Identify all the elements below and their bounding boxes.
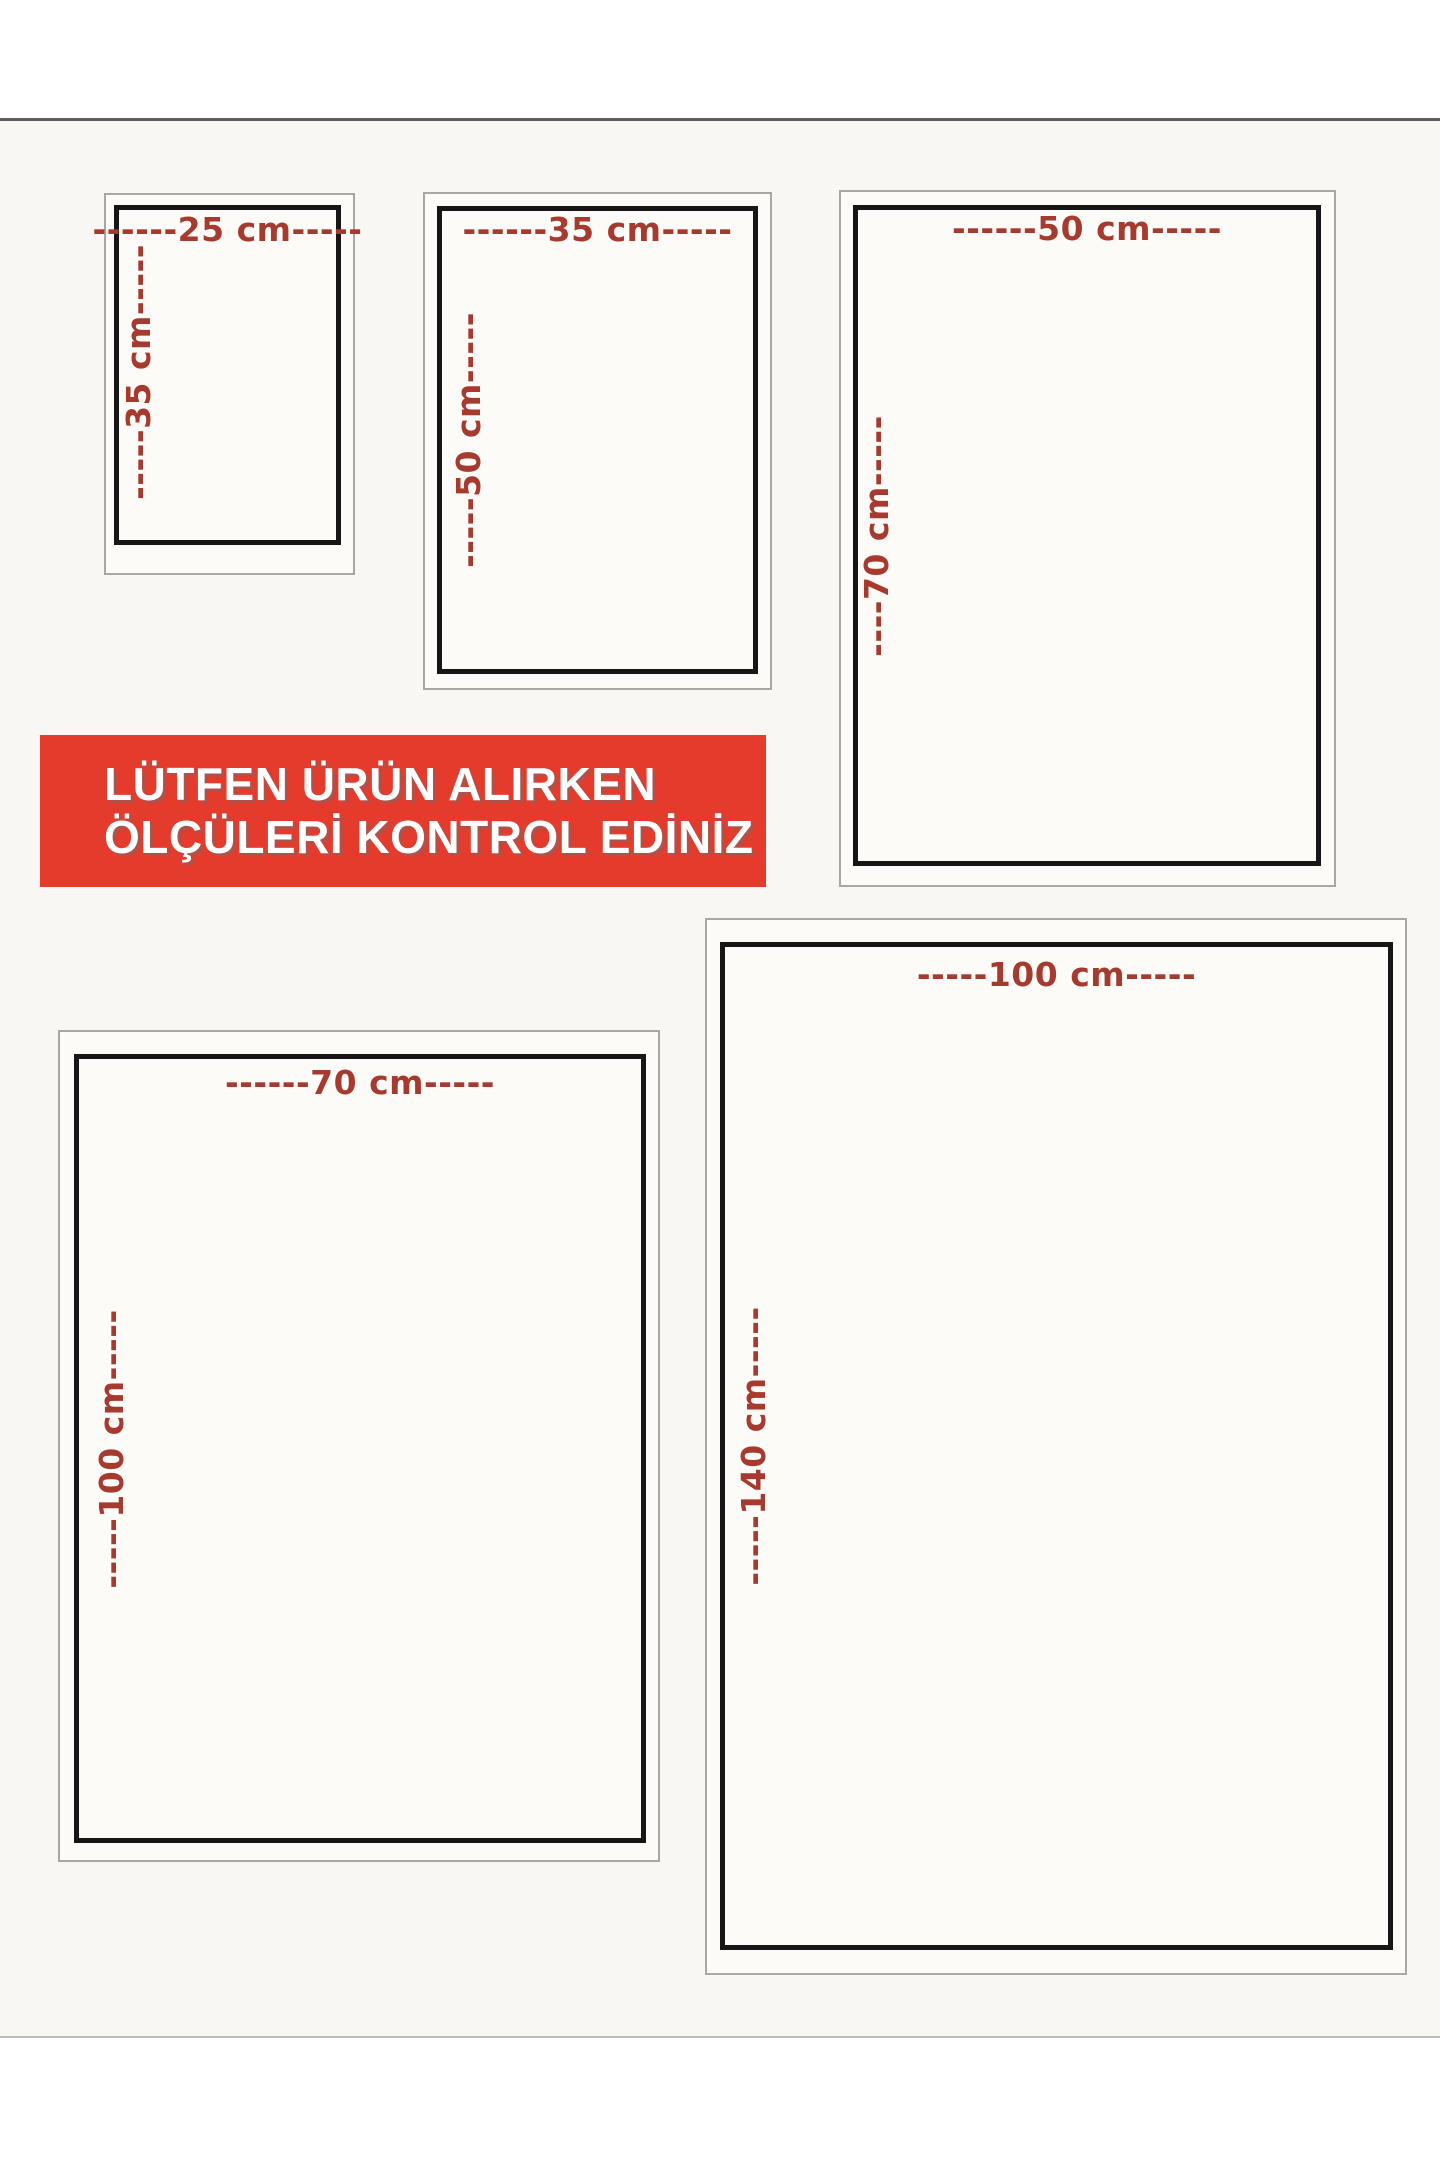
warning-banner [40, 735, 766, 887]
width-dimension-label: ------25 cm----- [92, 210, 363, 249]
height-dimension-label: -----100 cm----- [92, 1308, 131, 1589]
size-frame-50x70 [853, 205, 1321, 866]
size-frame-25x35 [92, 205, 363, 545]
height-dimension-label: -----35 cm----- [119, 243, 158, 500]
size-frame-70x100 [74, 1054, 646, 1843]
size-frame-35x50 [437, 206, 758, 674]
size-box-35x50 [423, 192, 772, 690]
width-dimension-label: ------35 cm----- [462, 210, 733, 249]
width-dimension-label: ------50 cm----- [951, 209, 1223, 248]
warning-banner-line2: ÖLÇÜLERİ KONTROL EDİNİZ [104, 811, 754, 863]
size-box-50x70 [839, 190, 1336, 887]
height-dimension-label: -----140 cm----- [734, 1306, 773, 1586]
size-box-25x35 [92, 193, 363, 575]
width-dimension-label: ------70 cm----- [224, 1063, 496, 1102]
warning-banner-line1: LÜTFEN ÜRÜN ALIRKEN [104, 758, 657, 810]
size-box-100x140 [705, 918, 1407, 1975]
size-frame-100x140 [720, 942, 1393, 1950]
height-dimension-label: -----50 cm----- [449, 312, 488, 568]
size-box-70x100 [58, 1030, 660, 1862]
height-dimension-label: ----70 cm----- [857, 414, 896, 657]
width-dimension-label: -----100 cm----- [916, 955, 1197, 994]
